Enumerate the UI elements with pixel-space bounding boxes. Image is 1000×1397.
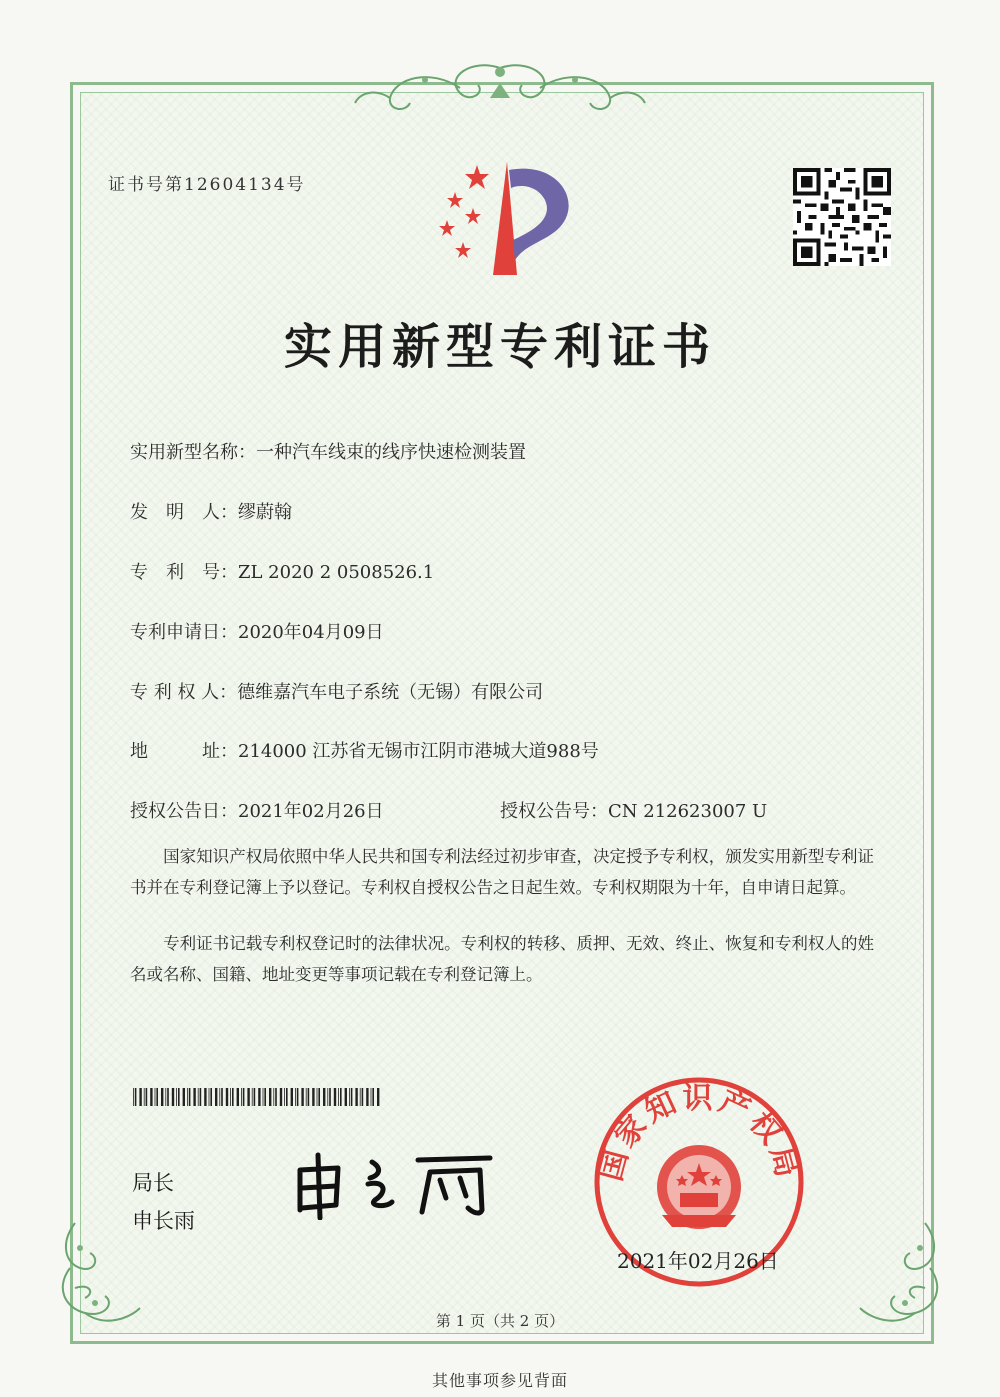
inventor-label: 发 明 人： [130,502,238,523]
address-row [130,737,599,763]
grant-date-label: 授权公告日： [130,801,238,822]
patentee-label: 专 利 权 人： [130,682,238,703]
body-paragraph-1: 国家知识产权局依照中华人民共和国专利法经过初步审查，决定授予专利权，颁发实用新型专利证书并在专利登记簿上予以登记。专利权自授权公告之日起生效。专利权期限为十年，自申请日起算。 [130,847,874,897]
body-paragraph-2: 专利证书记载专利权登记时的法律状况。专利权的转移、质押、无效、终止、恢复和专利权人的姓名或名称、国籍、地址变更等事项记载在专利登记簿上。 [130,934,874,984]
utility-model-name-value: 一种汽车线束的线序快速检测装置 [256,442,526,463]
director-title: 局长 [132,1171,174,1195]
utility-model-name-label: 实用新型名称： [130,442,256,463]
certificate-title: 实用新型专利证书 [283,319,716,375]
grant-date-row [130,797,384,823]
barcode-icon [133,1088,383,1106]
qr-code-icon [793,168,891,266]
seal-text: 国家知识产权局 [593,1081,806,1185]
grant-date-value: 2021年02月26日 [238,801,384,822]
grant-number-value: CN 212623007 U [608,801,768,822]
footer-note: 其他事项参见背面 [431,1371,568,1390]
utility-model-name-row [130,438,526,464]
director-name: 申长雨 [132,1209,195,1233]
address-label: 地 址： [130,741,238,762]
patentee-row [130,678,543,704]
cnipa-emblem-icon [425,150,585,280]
address-value: 214000 江苏省无锡市江阴市港城大道988号 [238,741,599,762]
inventor-row [130,498,292,524]
seal-date: 2021年02月26日 [617,1249,779,1273]
patentee-value: 德维嘉汽车电子系统（无锡）有限公司 [237,682,544,703]
inventor-value: 缪蔚翰 [238,502,292,523]
grant-number-row [500,797,767,823]
certificate-number: 证书号第12604134号 [108,175,306,195]
page-number: 第 1 页（共 2 页） [435,1312,565,1330]
application-date-row [130,618,384,644]
top-floral-ornament [350,58,650,118]
grant-number-label: 授权公告号： [500,801,608,822]
patent-number-row [130,558,434,584]
handwritten-signature [290,1150,510,1220]
application-date-value: 2020年04月09日 [238,622,384,643]
patent-number-value: ZL 2020 2 0508526.1 [238,562,435,583]
patent-number-label: 专 利 号： [130,562,238,583]
application-date-label: 专利申请日： [130,622,238,643]
